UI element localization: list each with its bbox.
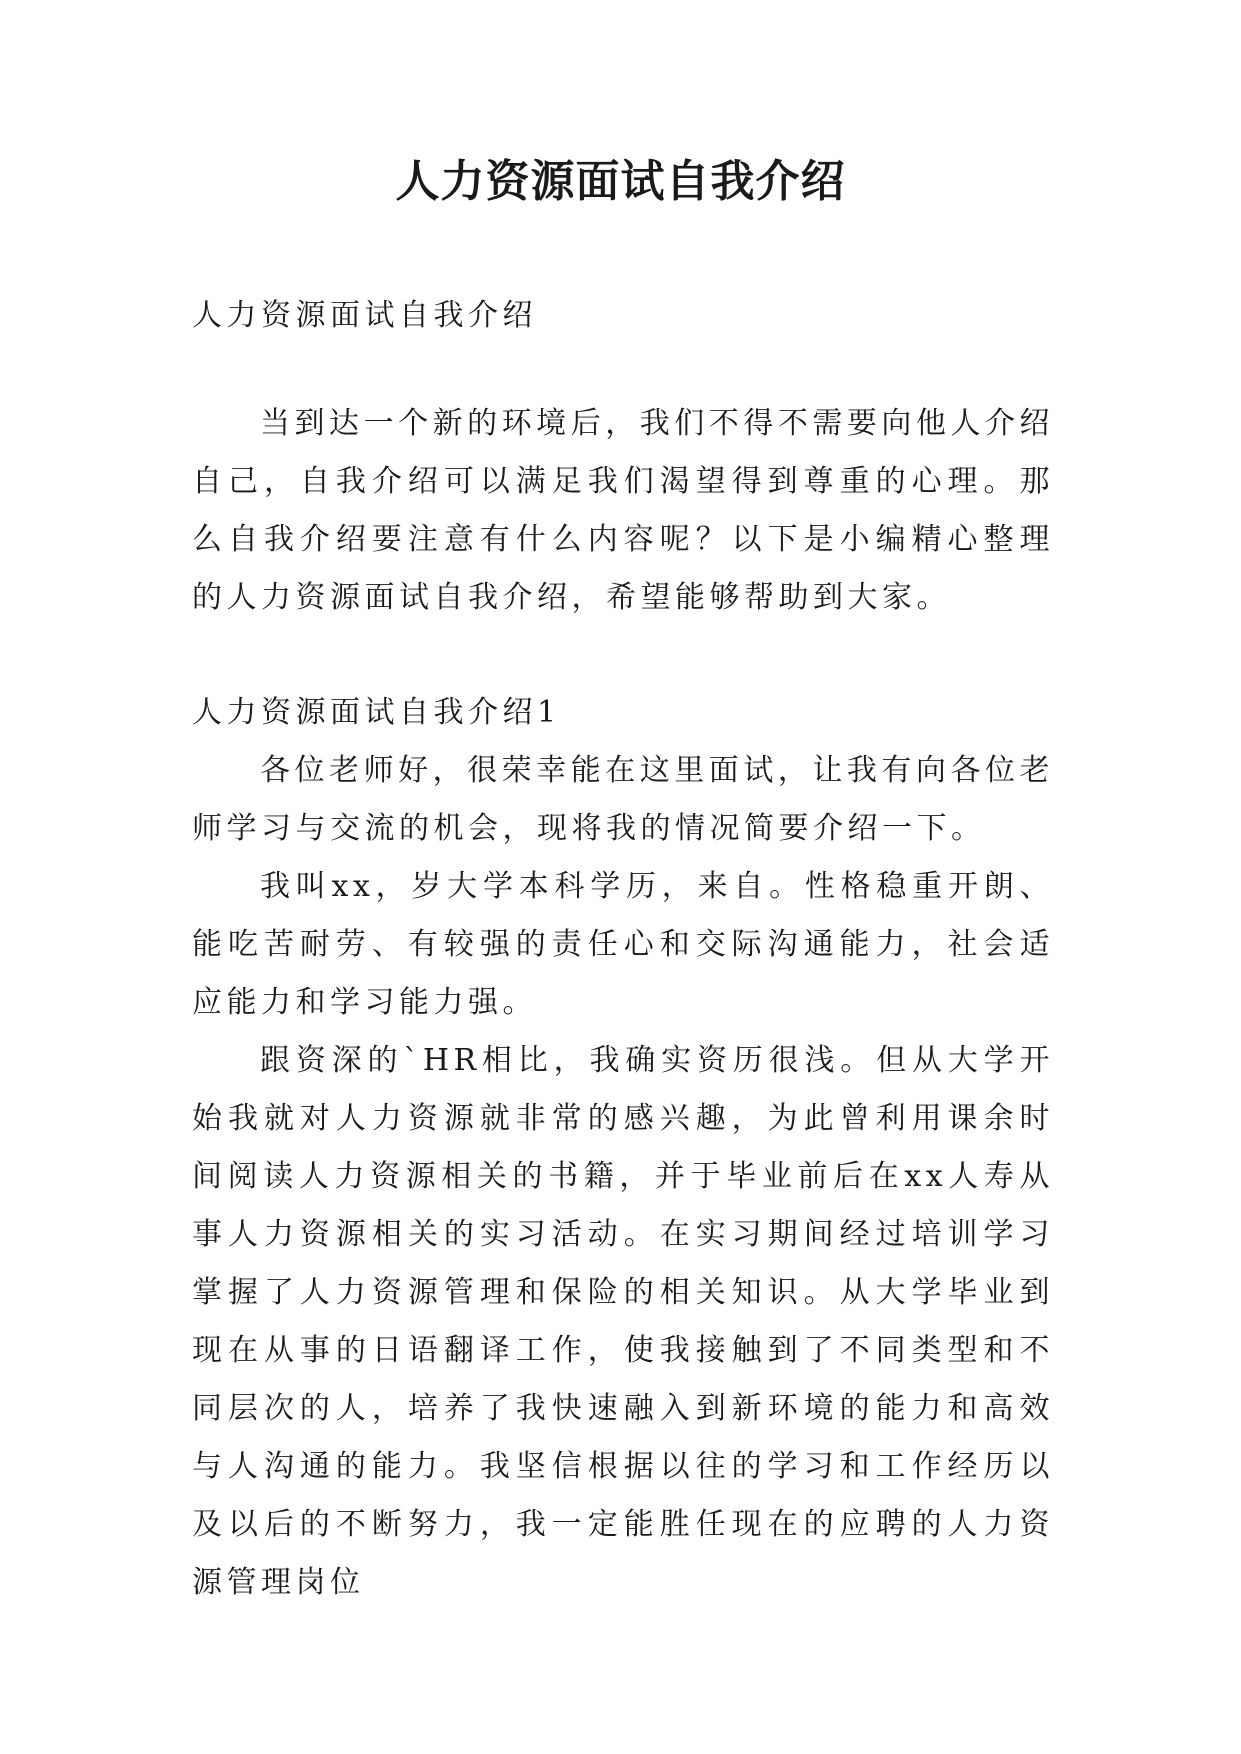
body-paragraph-experience: 跟资深的`HR相比，我确实资历很浅。但从大学开始我就对人力资源就非常的感兴趣，为此曾利用课余时间阅读人力资源相关的书籍，并于毕业前后在xx人寿从事人力资源相关的实习活动。在实习期间经过培训学习掌握了人力资源管理和保险的相关知识。从大学毕业到现在从事的日语翻译工作，使我接触到了不同类型和不同层次的人，培养了我快速融入到新环境的能力和高效与人沟通的能力。我坚信根据以往的学习和工作经历以及以后的不断努力，我一定能胜任现在的应聘的人力资源管理岗位: [192, 1043, 1054, 1600]
document-title: 人力资源面试自我介绍: [395, 156, 846, 207]
body-paragraph-personal: 我叫xx，岁大学本科学历，来自。性格稳重开朗、能吃苦耐劳、有较强的责任心和交际沟通能力，社会适应能力和学习能力强。: [192, 869, 1054, 1020]
body-paragraph-greeting: 各位老师好，很荣幸能在这里面试，让我有向各位老师学习与交流的机会，现将我的情况简要介绍一下。: [192, 753, 1054, 846]
intro-paragraph: 当到达一个新的环境后，我们不得不需要向他人介绍自己，自我介绍可以满足我们渴望得到尊重的心理。那么自我介绍要注意有什么内容呢？以下是小编精心整理的人力资源面试自我介绍，希望能够帮助到大家。: [192, 406, 1054, 615]
section-heading: 人力资源面试自我介绍1: [192, 695, 561, 730]
subtitle-paragraph: 人力资源面试自我介绍: [192, 298, 537, 333]
document-body: [192, 287, 1054, 1612]
